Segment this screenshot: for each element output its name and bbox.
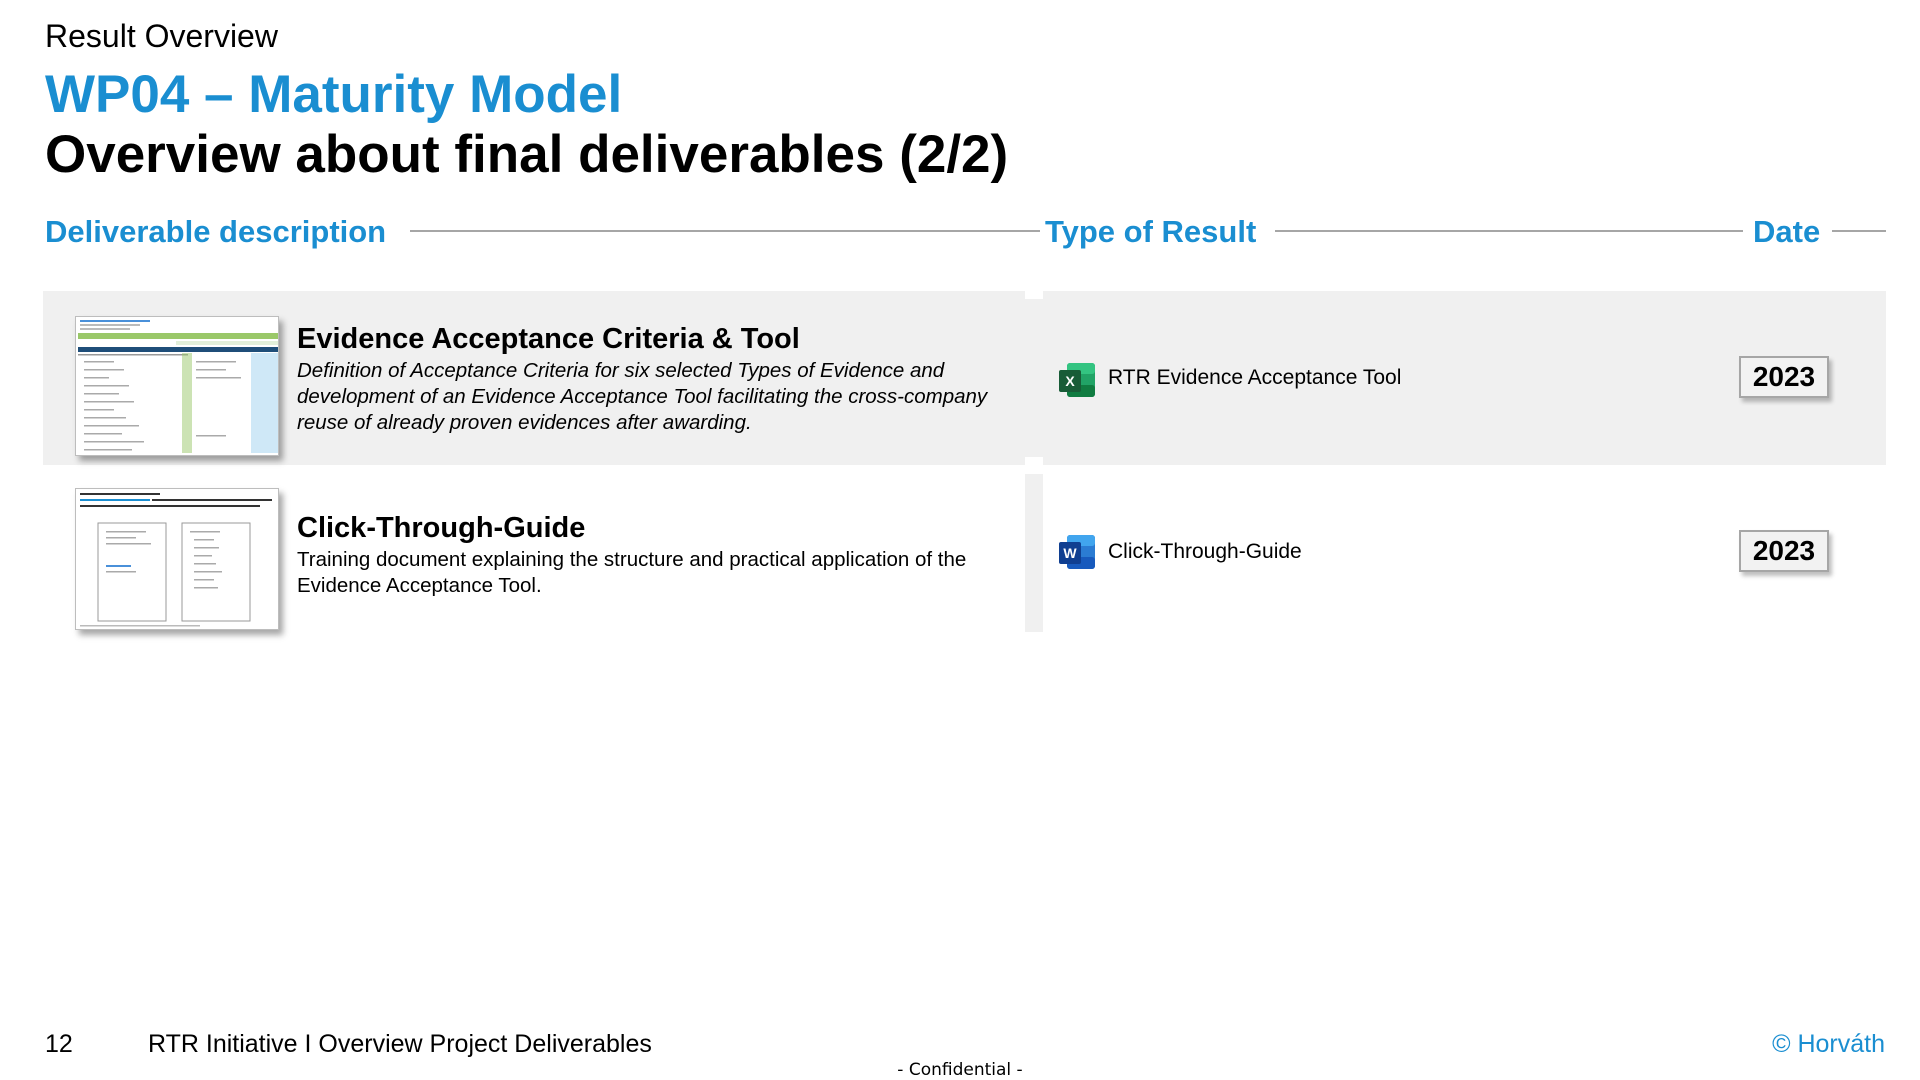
excel-icon bbox=[1057, 361, 1093, 397]
confidential-label: - Confidential - bbox=[897, 1060, 1023, 1080]
column-rule-date bbox=[1830, 230, 1886, 232]
column-rule-type bbox=[1275, 230, 1743, 232]
deliverable-title: Evidence Acceptance Criteria & Tool bbox=[297, 323, 800, 355]
copyright: © Horváth bbox=[1772, 1030, 1885, 1058]
word-icon bbox=[1057, 533, 1093, 569]
row-divider bbox=[1025, 474, 1043, 632]
svg-text:X: X bbox=[1065, 373, 1075, 389]
deliverable-description: Training document explaining the structure and practical application of the Evidence Acceptance Tool. bbox=[297, 548, 967, 597]
word-preview-thumbnail bbox=[75, 488, 279, 630]
column-header-type: Type of Result bbox=[1045, 214, 1268, 250]
date-badge: 2023 bbox=[1739, 356, 1829, 398]
deliverable-description: Definition of Acceptance Criteria for six selected Types of Evidence and development of an Evidence Acceptance Tool facilitating the cross-company reuse of already proven evidences after awarding. bbox=[297, 359, 988, 434]
page-number: 12 bbox=[45, 1030, 73, 1058]
type-of-result-label: RTR Evidence Acceptance Tool bbox=[1108, 366, 1402, 389]
slide-subtitle: Overview about final deliverables (2/2) bbox=[45, 125, 1009, 184]
column-rule-description bbox=[410, 230, 1040, 232]
column-header-description: Deliverable description bbox=[45, 214, 398, 250]
footer-text: RTR Initiative I Overview Project Deliverables bbox=[148, 1030, 652, 1058]
svg-text:W: W bbox=[1063, 545, 1077, 561]
excel-preview-thumbnail bbox=[75, 316, 279, 456]
column-header-date: Date bbox=[1753, 214, 1832, 250]
deliverable-title: Click-Through-Guide bbox=[297, 512, 586, 544]
slide-title: WP04 – Maturity Model bbox=[45, 65, 623, 124]
date-badge: 2023 bbox=[1739, 530, 1829, 572]
section-kicker: Result Overview bbox=[45, 18, 278, 54]
type-of-result-label: Click-Through-Guide bbox=[1108, 540, 1302, 563]
